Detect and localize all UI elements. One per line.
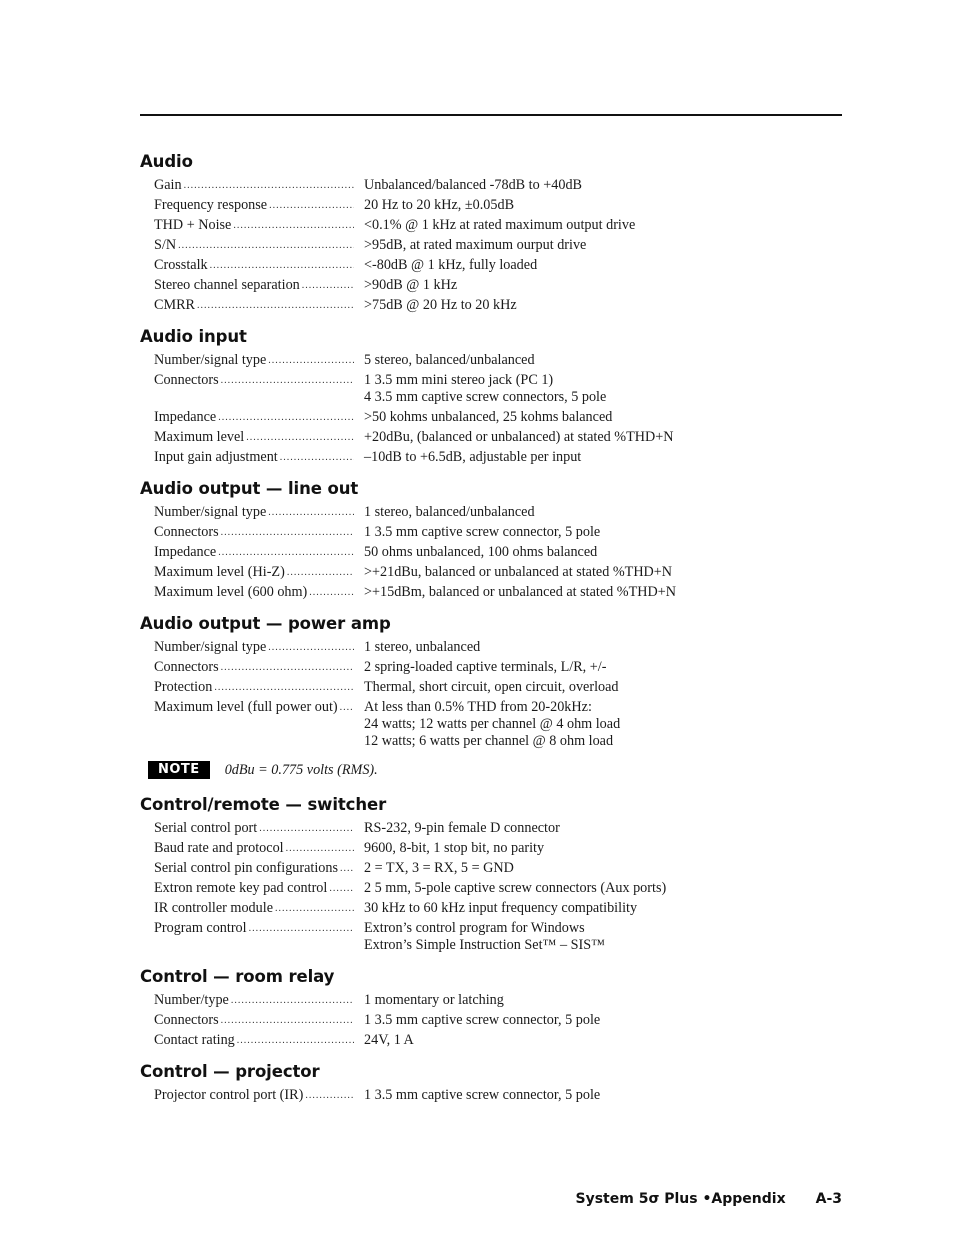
- spec-value: 1 3.5 mm mini stereo jack (PC 1): [364, 372, 554, 388]
- spec-row: [140, 544, 842, 561]
- spec-values: [364, 524, 842, 541]
- section-title: Control/remote — switcher: [140, 795, 387, 814]
- spec-section: [140, 477, 842, 601]
- spec-row: [140, 524, 842, 541]
- spec-value: +20dBu, (balanced or unbalanced) at stated %THD+N: [364, 429, 674, 445]
- spec-label-cell: [154, 297, 354, 314]
- spec-value: 1 3.5 mm captive screw connector, 5 pole: [364, 1087, 601, 1103]
- spec-label: IR controller module: [154, 900, 273, 916]
- spec-label-cell: [154, 352, 354, 369]
- spec-row: [140, 840, 842, 857]
- spec-value: 50 ohms unbalanced, 100 ohms balanced: [364, 544, 598, 560]
- leader-dots: [218, 409, 354, 426]
- spec-row: [140, 860, 842, 877]
- spec-label: Serial control port: [154, 820, 258, 836]
- spec-label: S/N: [154, 237, 177, 253]
- leader-dots: [178, 237, 354, 254]
- spec-value: 1 3.5 mm captive screw connector, 5 pole: [364, 1012, 601, 1028]
- spec-label: Maximum level: [154, 429, 245, 445]
- spec-label: Number/signal type: [154, 639, 267, 655]
- spec-label: Number/signal type: [154, 352, 267, 368]
- leader-dots: [268, 639, 354, 656]
- leader-dots: [329, 880, 354, 897]
- spec-value: 30 kHz to 60 kHz input frequency compatibility: [364, 900, 638, 916]
- spec-label-cell: [154, 372, 354, 406]
- spec-value: 24V, 1 A: [364, 1032, 414, 1048]
- section-title: Audio input: [140, 327, 247, 346]
- spec-row: [140, 177, 842, 194]
- leader-dots: [309, 584, 354, 601]
- spec-row: [140, 197, 842, 214]
- spec-row: [140, 900, 842, 917]
- spec-value: 5 stereo, balanced/unbalanced: [364, 352, 535, 368]
- spec-section: [140, 1060, 842, 1104]
- spec-section: [140, 325, 842, 466]
- spec-label-cell: [154, 679, 354, 696]
- spec-values: [364, 920, 842, 954]
- spec-label-cell: [154, 992, 354, 1009]
- spec-values: [364, 992, 842, 1009]
- spec-values: [364, 237, 842, 254]
- leader-dots: [233, 217, 354, 234]
- leader-dots: [221, 659, 354, 676]
- leader-dots: [218, 544, 354, 561]
- spec-values: [364, 277, 842, 294]
- spec-values: [364, 699, 842, 750]
- leader-dots: [259, 820, 354, 837]
- spec-row: [140, 449, 842, 466]
- spec-label-cell: [154, 504, 354, 521]
- spec-label: Impedance: [154, 544, 217, 560]
- footer-title: System 5σ Plus •Appendix: [575, 1191, 786, 1207]
- spec-label-cell: [154, 860, 354, 877]
- spec-values: [364, 297, 842, 314]
- spec-value: >90dB @ 1 kHz: [364, 277, 458, 293]
- leader-dots: [287, 564, 354, 581]
- spec-row: [140, 920, 842, 954]
- page-number: A-3: [815, 1191, 842, 1207]
- spec-row: [140, 237, 842, 254]
- spec-value: 24 watts; 12 watts per channel @ 4 ohm load: [364, 716, 621, 732]
- spec-label-cell: [154, 257, 354, 274]
- spec-values: [364, 197, 842, 214]
- spec-label-cell: [154, 564, 354, 581]
- spec-label-cell: [154, 840, 354, 857]
- spec-values: [364, 900, 842, 917]
- spec-values: [364, 564, 842, 581]
- spec-value: RS-232, 9-pin female D connector: [364, 820, 560, 836]
- spec-label-cell: [154, 920, 354, 954]
- spec-value: 1 3.5 mm captive screw connector, 5 pole: [364, 524, 601, 540]
- spec-value: 20 Hz to 20 kHz, ±0.05dB: [364, 197, 515, 213]
- spec-value: 2 = TX, 3 = RX, 5 = GND: [364, 860, 514, 876]
- spec-row: [140, 1032, 842, 1049]
- spec-label: Connectors: [154, 659, 219, 675]
- leader-dots: [268, 504, 354, 521]
- spec-value: 1 stereo, balanced/unbalanced: [364, 504, 535, 520]
- spec-label: Program control: [154, 920, 247, 936]
- spec-label-cell: [154, 584, 354, 601]
- leader-dots: [280, 449, 354, 466]
- spec-row: [140, 1012, 842, 1029]
- leader-dots: [302, 277, 354, 294]
- page-footer: [576, 1191, 842, 1207]
- spec-label-cell: [154, 1012, 354, 1029]
- spec-row: [140, 992, 842, 1009]
- spec-label-cell: [154, 1087, 354, 1104]
- spec-label-cell: [154, 659, 354, 676]
- spec-value: <0.1% @ 1 kHz at rated maximum output drive: [364, 217, 636, 233]
- spec-values: [364, 860, 842, 877]
- spec-value: 9600, 8-bit, 1 stop bit, no parity: [364, 840, 545, 856]
- spec-section: [140, 965, 842, 1049]
- spec-label: Baud rate and protocol: [154, 840, 284, 856]
- spec-row: [140, 880, 842, 897]
- spec-value: –10dB to +6.5dB, adjustable per input: [364, 449, 582, 465]
- spec-label-cell: [154, 197, 354, 214]
- spec-row: [140, 584, 842, 601]
- spec-label: Frequency response: [154, 197, 268, 213]
- spec-label-cell: [154, 1032, 354, 1049]
- spec-values: [364, 217, 842, 234]
- spec-row: [140, 297, 842, 314]
- leader-dots: [237, 1032, 354, 1049]
- spec-row: [140, 352, 842, 369]
- spec-values: [364, 352, 842, 369]
- spec-values: [364, 1087, 842, 1104]
- spec-row: [140, 429, 842, 446]
- spec-value: >95dB, at rated maximum ourput drive: [364, 237, 587, 253]
- spec-value: >+21dBu, balanced or unbalanced at stated %THD+N: [364, 564, 673, 580]
- leader-dots: [268, 352, 354, 369]
- spec-value: Extron’s Simple Instruction Set™ – SIS™: [364, 937, 606, 953]
- spec-label-cell: [154, 524, 354, 541]
- spec-label: Impedance: [154, 409, 217, 425]
- leader-dots: [221, 524, 354, 541]
- leader-dots: [221, 372, 354, 406]
- spec-label-cell: [154, 237, 354, 254]
- spec-value: Unbalanced/balanced -78dB to +40dB: [364, 177, 582, 193]
- note-badge: NOTE: [148, 761, 210, 779]
- spec-row: [140, 277, 842, 294]
- spec-label-cell: [154, 880, 354, 897]
- spec-row: [140, 679, 842, 696]
- leader-dots: [286, 840, 354, 857]
- spec-value: >50 kohms unbalanced, 25 kohms balanced: [364, 409, 613, 425]
- spec-label-cell: [154, 900, 354, 917]
- spec-row: [140, 409, 842, 426]
- spec-value: Extron’s control program for Windows: [364, 920, 585, 936]
- spec-label: Maximum level (full power out): [154, 699, 338, 715]
- spec-values: [364, 1012, 842, 1029]
- spec-label: Maximum level (Hi-Z): [154, 564, 285, 580]
- spec-row: [140, 504, 842, 521]
- spec-label: THD + Noise: [154, 217, 232, 233]
- leader-dots: [249, 920, 354, 954]
- spec-row: [140, 257, 842, 274]
- spec-label-cell: [154, 429, 354, 446]
- spec-label: CMRR: [154, 297, 196, 313]
- spec-value: <-80dB @ 1 kHz, fully loaded: [364, 257, 538, 273]
- spec-section: [140, 612, 842, 750]
- spec-label: Gain: [154, 177, 182, 193]
- spec-label: Number/type: [154, 992, 229, 1008]
- spec-label-cell: [154, 217, 354, 234]
- leader-dots: [197, 297, 354, 314]
- spec-values: [364, 840, 842, 857]
- spec-row: [140, 820, 842, 837]
- spec-label: Protection: [154, 679, 213, 695]
- leader-dots: [340, 699, 354, 750]
- spec-row: [140, 659, 842, 676]
- leader-dots: [305, 1087, 354, 1104]
- spec-label: Projector control port (IR): [154, 1087, 304, 1103]
- spec-row: [140, 639, 842, 656]
- spec-value: 1 momentary or latching: [364, 992, 504, 1008]
- spec-values: [364, 544, 842, 561]
- spec-label-cell: [154, 699, 354, 750]
- spec-section: [140, 150, 842, 314]
- spec-label: Stereo channel separation: [154, 277, 300, 293]
- leader-dots: [231, 992, 354, 1009]
- spec-value: 4 3.5 mm captive screw connectors, 5 pole: [364, 389, 607, 405]
- spec-values: [364, 257, 842, 274]
- leader-dots: [214, 679, 354, 696]
- spec-label-cell: [154, 820, 354, 837]
- spec-value: 2 spring-loaded captive terminals, L/R, +/-: [364, 659, 607, 675]
- spec-values: [364, 880, 842, 897]
- spec-label: Connectors: [154, 524, 219, 540]
- leader-dots: [210, 257, 354, 274]
- spec-value: At less than 0.5% THD from 20-20kHz:: [364, 699, 592, 715]
- spec-value: >+15dBm, balanced or unbalanced at stated %THD+N: [364, 584, 676, 600]
- spec-label-cell: [154, 639, 354, 656]
- spec-values: [364, 659, 842, 676]
- spec-label: Number/signal type: [154, 504, 267, 520]
- leader-dots: [221, 1012, 354, 1029]
- spec-values: [364, 504, 842, 521]
- section-title: Audio output — line out: [140, 479, 359, 498]
- spec-label: Serial control pin configurations: [154, 860, 339, 876]
- spec-label: Crosstalk: [154, 257, 208, 273]
- note-text: 0dBu = 0.775 volts (RMS).: [224, 761, 378, 778]
- spec-label: Contact rating: [154, 1032, 235, 1048]
- spec-value: 2 5 mm, 5-pole captive screw connectors (Aux ports): [364, 880, 667, 896]
- spec-values: [364, 372, 842, 406]
- spec-label-cell: [154, 449, 354, 466]
- spec-values: [364, 1032, 842, 1049]
- spec-values: [364, 584, 842, 601]
- spec-values: [364, 679, 842, 696]
- spec-label: Maximum level (600 ohm): [154, 584, 308, 600]
- spec-label: Extron remote key pad control: [154, 880, 328, 896]
- spec-label: Connectors: [154, 372, 219, 388]
- spec-row: [140, 217, 842, 234]
- spec-label-cell: [154, 544, 354, 561]
- leader-dots: [184, 177, 354, 194]
- spec-values: [364, 639, 842, 656]
- section-title: Control — room relay: [140, 967, 335, 986]
- spec-row: [140, 699, 842, 750]
- spec-value: 12 watts; 6 watts per channel @ 8 ohm load: [364, 733, 614, 749]
- spec-label-cell: [154, 177, 354, 194]
- spec-label-cell: [154, 277, 354, 294]
- section-title: Audio: [140, 152, 193, 171]
- section-title: Control — projector: [140, 1062, 320, 1081]
- spec-value: 1 stereo, unbalanced: [364, 639, 481, 655]
- spec-value: Thermal, short circuit, open circuit, overload: [364, 679, 619, 695]
- spec-values: [364, 177, 842, 194]
- leader-dots: [246, 429, 354, 446]
- spec-label-cell: [154, 409, 354, 426]
- leader-dots: [340, 860, 354, 877]
- spec-section: [140, 793, 842, 954]
- spec-value: >75dB @ 20 Hz to 20 kHz: [364, 297, 517, 313]
- spec-values: [364, 820, 842, 837]
- spec-content: [140, 150, 842, 1115]
- spec-label: Input gain adjustment: [154, 449, 278, 465]
- spec-row: [140, 372, 842, 406]
- leader-dots: [269, 197, 354, 214]
- spec-row: [140, 1087, 842, 1104]
- leader-dots: [275, 900, 354, 917]
- note-callout: [148, 761, 842, 779]
- header-rule: [140, 114, 842, 116]
- spec-values: [364, 449, 842, 466]
- spec-label: Connectors: [154, 1012, 219, 1028]
- spec-row: [140, 564, 842, 581]
- spec-values: [364, 429, 842, 446]
- section-title: Audio output — power amp: [140, 614, 391, 633]
- spec-values: [364, 409, 842, 426]
